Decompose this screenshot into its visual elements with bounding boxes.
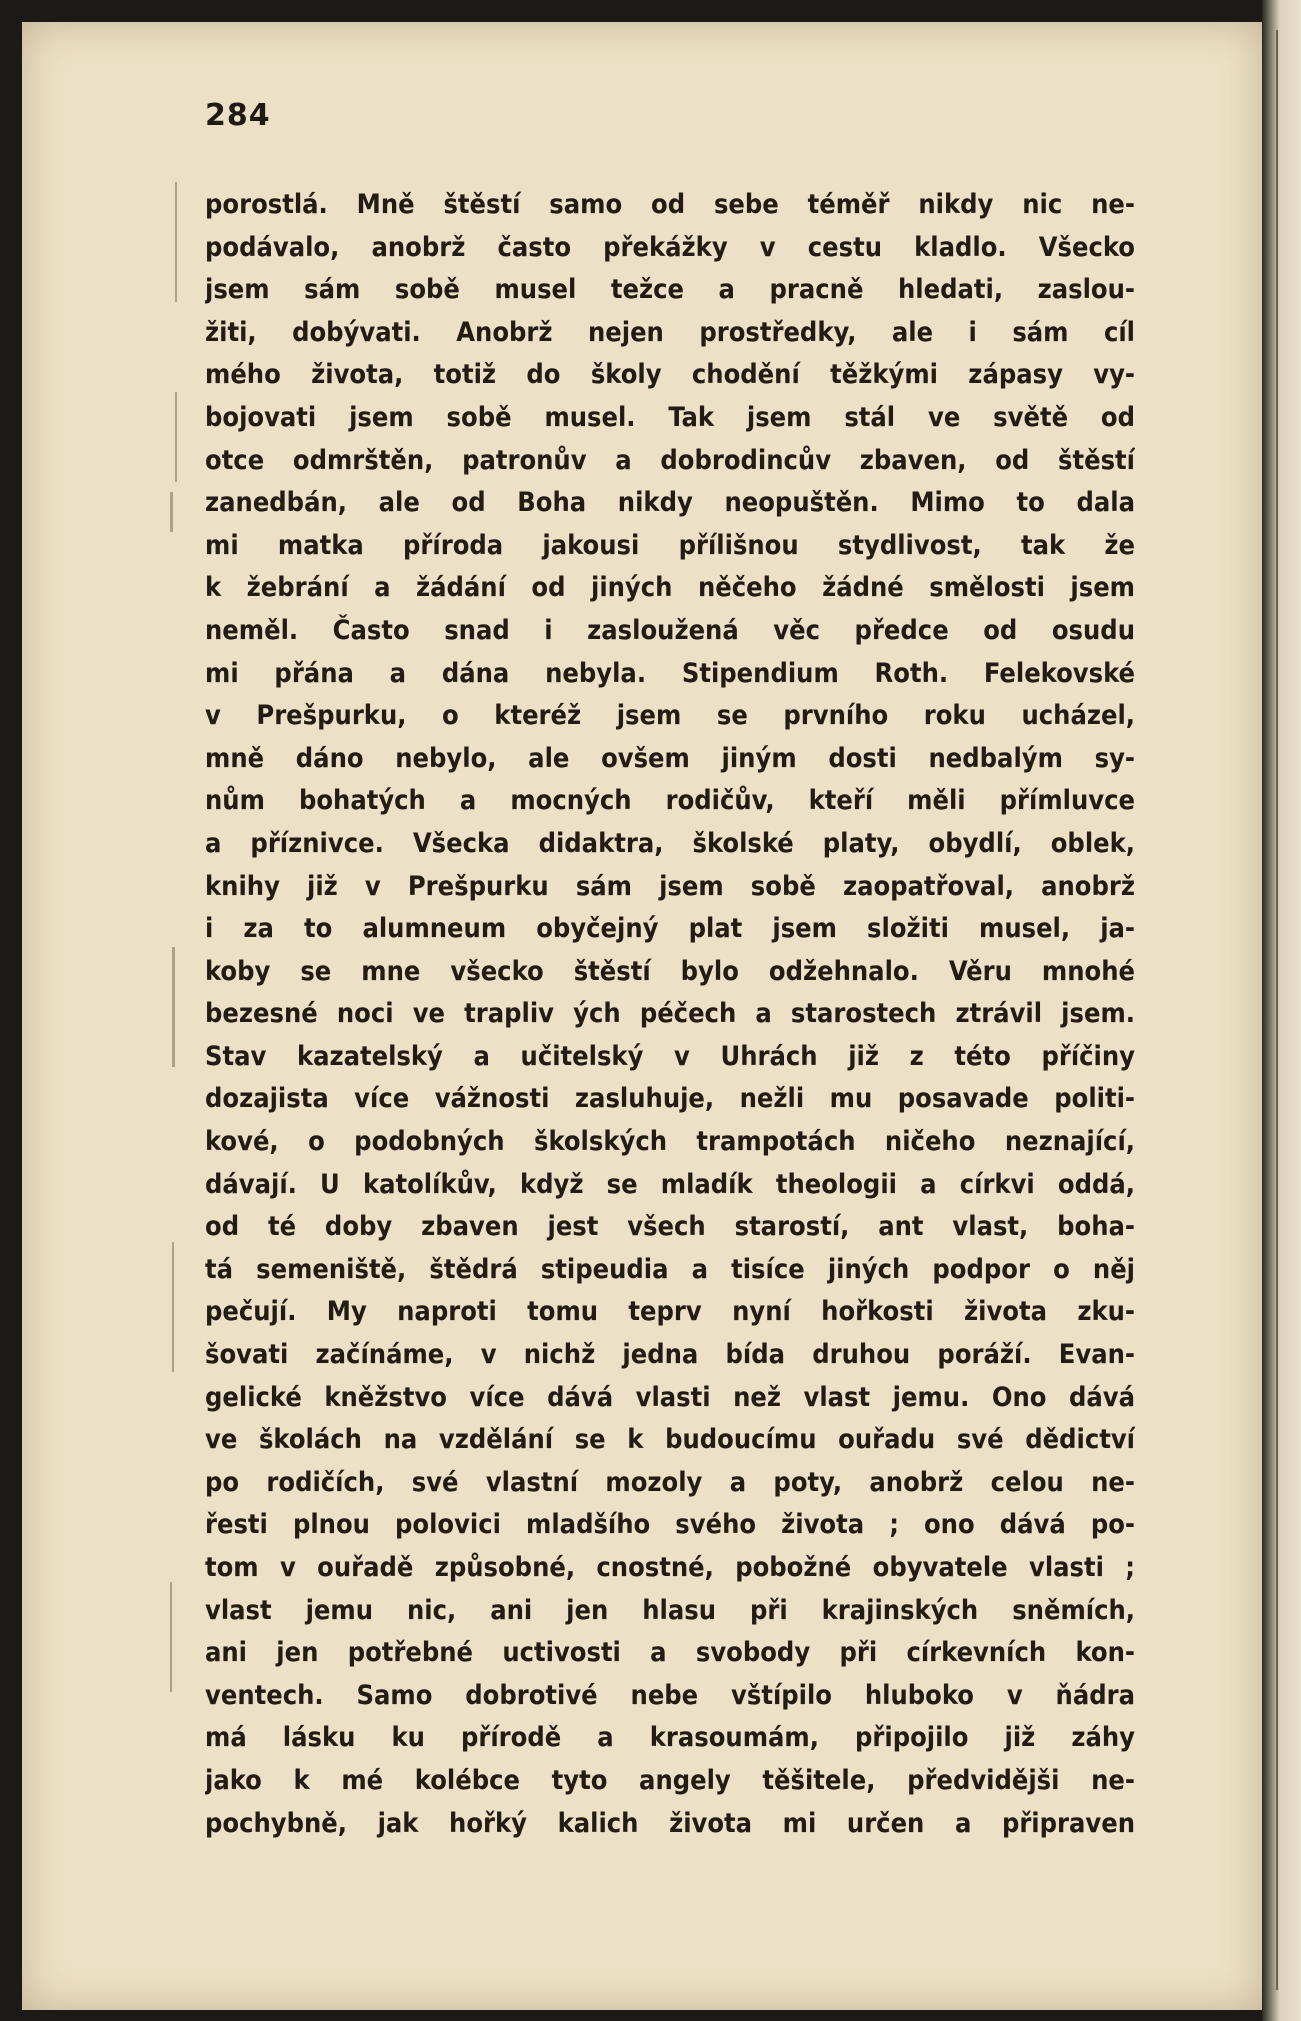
margin-mark: [175, 392, 177, 482]
body-text: [205, 184, 1135, 1845]
text-line: ventech. Samo dobrotivé nebe vštípilo hluboko v ňádra: [205, 1679, 1135, 1711]
text-line: šovati začínáme, v nichž jedna bída druhou poráží. Evan-: [205, 1339, 1135, 1371]
text-line: tá semeniště, štědrá stipeudia a tisíce jiných podpor o něj: [205, 1253, 1135, 1285]
margin-mark: [172, 1242, 174, 1372]
text-line: tom v ouřadě způsobné, cnostné, pobožné obyvatele vlasti ;: [205, 1552, 1135, 1583]
text-line: zanedbán, ale od Boha nikdy neopuštěn. Mimo to dala: [205, 487, 1135, 519]
text-line: porostlá. Mně štěstí samo od sebe téměř nikdy nic ne-: [205, 189, 1135, 220]
text-line: bezesné noci ve trapliv ých péčech a starostech ztrávil jsem.: [205, 998, 1135, 1030]
text-line: gelické kněžstvo více dává vlasti než vlast jemu. Ono dává: [205, 1381, 1135, 1413]
text-line: mně dáno nebylo, ale ovšem jiným dosti nedbalým sy-: [205, 742, 1135, 774]
text-line: podávalo, anobrž často překážky v cestu kladlo. Všecko: [205, 231, 1135, 263]
text-line: dozajista více vážnosti zasluhuje, nežli mu posavade politi-: [205, 1083, 1135, 1115]
margin-mark: [172, 947, 175, 1067]
text-line: v Prešpurku, o kteréž jsem se prvního roku ucházel,: [205, 700, 1135, 732]
text-line: ve školách na vzdělání se k budoucímu ouřadu své dědictví: [205, 1424, 1135, 1456]
text-line: mého života, totiž do školy chodění těžkými zápasy vy-: [205, 359, 1135, 391]
text-line: a příznivce. Všecka didaktra, školské platy, obydlí, oblek,: [205, 827, 1135, 859]
text-line: otce odmrštěn, patronův a dobrodincův zbaven, od štěstí: [205, 444, 1135, 476]
text-line: dávají. U katolíkův, když se mladík theologii a církvi oddá,: [205, 1168, 1135, 1200]
text-line: vlast jemu nic, ani jen hlasu při krajinských sněmích,: [205, 1594, 1135, 1626]
margin-mark: [170, 492, 173, 532]
text-line: kové, o podobných školských trampotách ničeho neznající,: [205, 1126, 1135, 1158]
text-line: mi přána a dána nebyla. Stipendium Roth. Felekovské: [205, 657, 1135, 689]
text-line: ani jen potřebné uctivosti a svobody při církevních kon-: [205, 1637, 1135, 1669]
text-line: pečují. My naproti tomu teprv nyní hořkosti života zku-: [205, 1296, 1135, 1328]
text-line: knihy již v Prešpurku sám jsem sobě zaopatřoval, anobrž: [205, 870, 1135, 902]
margin-mark: [175, 182, 177, 302]
text-line: k žebrání a žádání od jiných něčeho žádné smělosti jsem: [205, 572, 1135, 604]
text-line: jsem sám sobě musel težce a pracně hledati, zaslou-: [205, 274, 1135, 306]
text-line: mi matka příroda jakousi přílišnou stydlivost, tak že: [205, 529, 1135, 561]
text-line: nům bohatých a mocných rodičův, kteří měli přímluvce: [205, 785, 1135, 817]
book-gutter: [1262, 0, 1301, 2021]
page-number: 284: [205, 98, 271, 133]
gutter-edge: [1276, 30, 1278, 1990]
text-line: od té doby zbaven jest všech starostí, ant vlast, boha-: [205, 1211, 1135, 1243]
text-line: koby se mne všecko štěstí bylo odžehnalo. Věru mnohé: [205, 955, 1135, 987]
text-line: pochybně, jak hořký kalich života mi určen a připraven: [205, 1807, 1135, 1839]
text-line: neměl. Často snad i zasloužená věc předce od osudu: [205, 614, 1135, 646]
text-line: i za to alumneum obyčejný plat jsem složiti musel, ja-: [205, 913, 1135, 945]
text-line: řesti plnou polovici mladšího svého života ; ono dává po-: [205, 1509, 1135, 1541]
text-line: po rodičích, své vlastní mozoly a poty, anobrž celou ne-: [205, 1466, 1135, 1498]
text-line: jako k mé kolébce tyto angely těšitele, předvidějši ne-: [205, 1764, 1135, 1796]
text-line: žiti, dobývati. Anobrž nejen prostředky, ale i sám cíl: [205, 316, 1135, 348]
text-line: má lásku ku přírodě a krasoumám, připojilo již záhy: [205, 1722, 1135, 1754]
text-line: Stav kazatelský a učitelský v Uhrách již z této příčiny: [205, 1040, 1135, 1072]
text-line: bojovati jsem sobě musel. Tak jsem stál ve světě od: [205, 401, 1135, 433]
margin-mark: [170, 1582, 172, 1692]
